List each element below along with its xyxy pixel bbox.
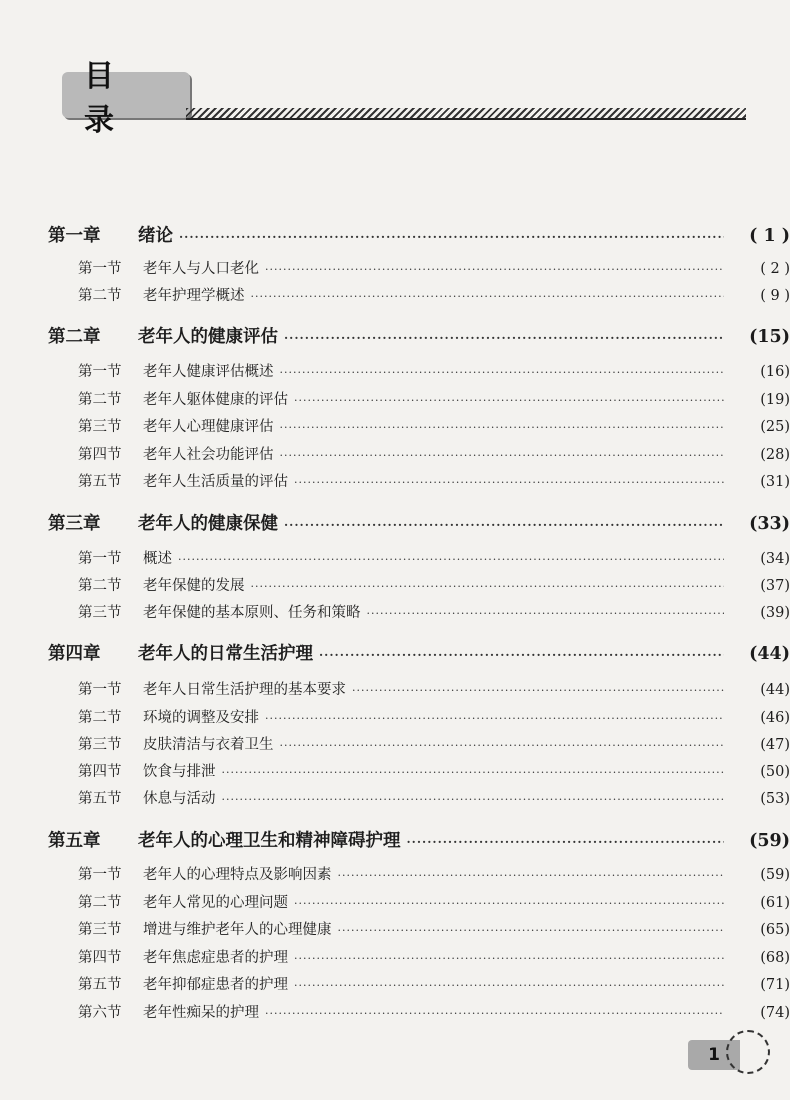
toc-section-row[interactable] (0, 891, 790, 912)
toc-entry-page: (71) (760, 977, 790, 993)
toc-leader-dots (280, 449, 725, 462)
toc-entry-label: 环境的调整及安排 (143, 710, 259, 726)
toc-entry-label: 老年人社会功能评估 (143, 447, 274, 463)
toc-section-row[interactable] (0, 918, 790, 939)
toc-entry-page: ( 9 ) (760, 288, 790, 304)
toc-entry-page: (74) (760, 1005, 790, 1021)
toc-entry-label: 老年人的日常生活护理 (138, 644, 313, 664)
toc-entry-label: 老年人常见的心理问题 (143, 895, 288, 911)
toc-entry-page: (15) (749, 327, 790, 347)
toc-entry-label: 老年人躯体健康的评估 (143, 392, 288, 408)
toc-section-row[interactable] (0, 760, 790, 781)
toc-entry-label: 饮食与排泄 (143, 764, 216, 780)
toc-entry-number: 第二节 (78, 392, 122, 408)
toc-entry-page: (39) (760, 605, 790, 621)
toc-entry-label: 老年人与人口老化 (143, 261, 259, 277)
toc-entry-number: 第四节 (78, 764, 122, 780)
toc-entry-label: 休息与活动 (143, 791, 216, 807)
toc-entry-page: (47) (760, 737, 790, 753)
toc-entry-label: 老年人的健康评估 (138, 327, 278, 347)
toc-section-row[interactable] (0, 733, 790, 754)
toc-section-row[interactable] (0, 1001, 790, 1022)
toc-entry-label: 老年抑郁症患者的护理 (143, 977, 288, 993)
toc-entry-page: ( 1 ) (749, 226, 790, 246)
toc-entry-number: 第五节 (78, 977, 122, 993)
toc-entry-page: (68) (760, 950, 790, 966)
title-stripe-decoration (186, 108, 746, 120)
toc-leader-dots (352, 684, 724, 697)
toc-entry-number: 第四节 (78, 447, 122, 463)
toc-entry-page: (59) (749, 831, 790, 851)
toc-section-row[interactable] (0, 443, 790, 464)
toc-entry-number: 第一节 (78, 364, 122, 380)
toc-leader-dots (338, 869, 725, 882)
toc-entry-number: 第三节 (78, 737, 122, 753)
toc-section-row[interactable] (0, 601, 790, 622)
toc-entry-label: 增进与维护老年人的心理健康 (143, 922, 332, 938)
toc-chapter-row[interactable] (0, 323, 790, 348)
toc-entry-label: 老年人日常生活护理的基本要求 (143, 682, 346, 698)
toc-entry-number: 第五节 (78, 791, 122, 807)
toc-entry-label: 老年人生活质量的评估 (143, 474, 288, 490)
toc-leader-dots (294, 979, 724, 992)
toc-entry-label: 老年保健的发展 (143, 578, 245, 594)
toc-entry-page: (44) (749, 644, 790, 664)
toc-entry-number: 第六节 (78, 1005, 122, 1021)
toc-leader-dots (294, 476, 724, 489)
toc-leader-dots (280, 421, 725, 434)
toc-entry-label: 老年保健的基本原则、任务和策略 (143, 605, 361, 621)
toc-section-row[interactable] (0, 360, 790, 381)
toc-title: 目 录 (62, 72, 190, 118)
toc-entry-page: (59) (760, 867, 790, 883)
toc-entry-page: (33) (749, 514, 790, 534)
toc-entry-number: 第一节 (78, 867, 122, 883)
toc-entry-label: 绪论 (138, 226, 173, 246)
toc-leader-dots (284, 518, 724, 532)
toc-entry-number: 第五章 (48, 831, 101, 851)
toc-entry-page: (53) (760, 791, 790, 807)
toc-entry-label: 老年人的健康保健 (138, 514, 278, 534)
toc-leader-dots (407, 835, 725, 849)
toc-entry-page: (25) (760, 419, 790, 435)
toc-entry-page: ( 2 ) (760, 261, 790, 277)
toc-entry-number: 第二节 (78, 578, 122, 594)
toc-entry-number: 第五节 (78, 474, 122, 490)
toc-entry-number: 第二节 (78, 895, 122, 911)
toc-entry-number: 第三节 (78, 605, 122, 621)
toc-leader-dots (265, 1007, 724, 1020)
toc-section-row[interactable] (0, 787, 790, 808)
toc-leader-dots (280, 739, 725, 752)
toc-leader-dots (280, 366, 725, 379)
toc-entry-label: 概述 (143, 551, 172, 567)
toc-entry-page: (19) (760, 392, 790, 408)
toc-section-row[interactable] (0, 973, 790, 994)
toc-entry-label: 老年人的心理特点及影响因素 (143, 867, 332, 883)
toc-leader-dots (294, 897, 724, 910)
toc-entry-label: 老年护理学概述 (143, 288, 245, 304)
page-circle-decoration (726, 1030, 770, 1074)
toc-leader-dots (178, 553, 724, 566)
toc-chapter-row[interactable] (0, 640, 790, 665)
toc-entry-label: 老年人心理健康评估 (143, 419, 274, 435)
toc-section-row[interactable] (0, 470, 790, 491)
toc-leader-dots (251, 290, 725, 303)
toc-entry-number: 第四节 (78, 950, 122, 966)
toc-section-row[interactable] (0, 257, 790, 278)
toc-entry-number: 第一节 (78, 682, 122, 698)
toc-entry-label: 老年人健康评估概述 (143, 364, 274, 380)
toc-entry-page: (16) (760, 364, 790, 380)
toc-section-row[interactable] (0, 946, 790, 967)
toc-entry-number: 第一节 (78, 261, 122, 277)
toc-section-row[interactable] (0, 678, 790, 699)
toc-entry-number: 第三节 (78, 922, 122, 938)
toc-entry-page: (44) (760, 682, 790, 698)
toc-entry-page: (65) (760, 922, 790, 938)
toc-entry-label: 老年焦虑症患者的护理 (143, 950, 288, 966)
toc-section-row[interactable] (0, 284, 790, 305)
toc-entry-page: (28) (760, 447, 790, 463)
toc-leader-dots (222, 766, 725, 779)
toc-entry-number: 第二章 (48, 327, 101, 347)
toc-entry-label: 老年性痴呆的护理 (143, 1005, 259, 1021)
toc-leader-dots (294, 394, 724, 407)
toc-section-row[interactable] (0, 388, 790, 409)
toc-entry-page: (37) (760, 578, 790, 594)
toc-section-row[interactable] (0, 574, 790, 595)
toc-entry-page: (61) (760, 895, 790, 911)
toc-section-row[interactable] (0, 547, 790, 568)
toc-leader-dots (367, 607, 725, 620)
toc-section-row[interactable] (0, 706, 790, 727)
toc-leader-dots (179, 230, 724, 244)
toc-entry-number: 第二节 (78, 288, 122, 304)
toc-chapter-row[interactable] (0, 827, 790, 852)
page-number: 1 (688, 1040, 740, 1070)
toc-entry-number: 第一章 (48, 226, 101, 246)
toc-section-row[interactable] (0, 863, 790, 884)
toc-entry-number: 第一节 (78, 551, 122, 567)
toc-leader-dots (222, 793, 725, 806)
toc-leader-dots (265, 263, 724, 276)
toc-entry-page: (50) (760, 764, 790, 780)
toc-entry-number: 第三节 (78, 419, 122, 435)
toc-section-row[interactable] (0, 415, 790, 436)
toc-leader-dots (338, 924, 725, 937)
toc-entry-number: 第四章 (48, 644, 101, 664)
toc-leader-dots (319, 648, 724, 662)
toc-entry-page: (34) (760, 551, 790, 567)
toc-entry-number: 第二节 (78, 710, 122, 726)
toc-chapter-row[interactable] (0, 222, 790, 247)
toc-chapter-row[interactable] (0, 510, 790, 535)
toc-entry-label: 皮肤清洁与衣着卫生 (143, 737, 274, 753)
toc-entry-page: (46) (760, 710, 790, 726)
toc-entry-number: 第三章 (48, 514, 101, 534)
toc-leader-dots (265, 712, 724, 725)
toc-entry-page: (31) (760, 474, 790, 490)
toc-leader-dots (284, 331, 724, 345)
toc-entry-label: 老年人的心理卫生和精神障碍护理 (138, 831, 401, 851)
toc-leader-dots (251, 580, 725, 593)
toc-leader-dots (294, 952, 724, 965)
